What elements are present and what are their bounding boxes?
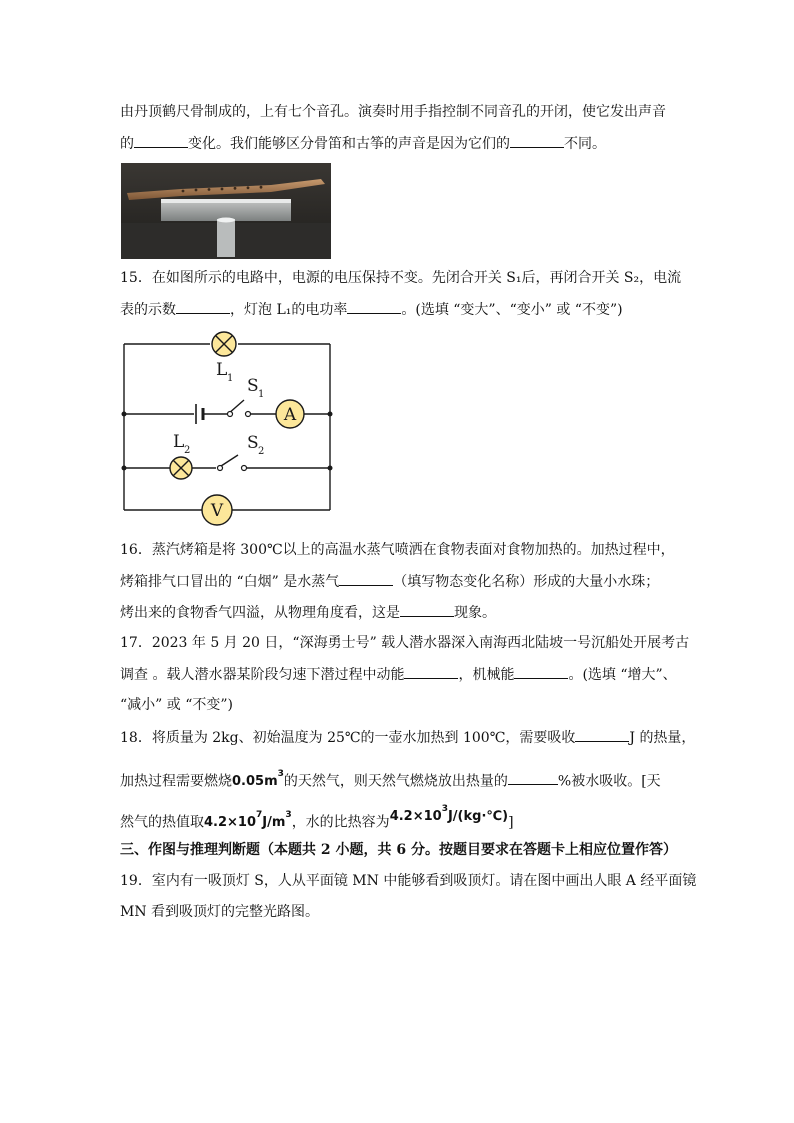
q14-blank-1 [134, 133, 188, 148]
q18-formula-heat-value: $4.2\times 10^7J/m^3$ [204, 810, 292, 831]
q15-line2-b: ，灯泡 L₁的电功率 [230, 302, 348, 318]
q15-line2-c: 。(选填 “变大”、“变小” 或 “不变”) [401, 302, 623, 318]
label-s1-sub: 1 [258, 389, 265, 400]
q19-line2: MN 看到吸顶灯的完整光路图。 [120, 904, 320, 920]
q15-line2-a: 表的示数 [120, 302, 176, 318]
circuit-diagram [116, 330, 336, 530]
q16-line2 [120, 571, 659, 592]
q14-line2 [120, 133, 606, 154]
q14-line1: 由丹顶鹤尺骨制成的，上有七个音孔。演奏时用手指控制不同音孔的开闭，使它发出声音 [120, 104, 666, 120]
label-l1-sub: 1 [227, 373, 234, 384]
bone-flute-photo [121, 163, 331, 259]
label-s2-sub: 2 [258, 446, 265, 457]
q18-line2-c: %被水吸收。[天 [557, 773, 661, 790]
q18-line1 [120, 727, 695, 748]
q17-line1: 17．2023 年 5 月 20 日，“深海勇士号” 载人潜水器深入南海西北陆坡一号沉船处开展考古 [120, 635, 690, 651]
q14-line2-b: 变化。我们能够区分骨笛和古筝的声音是因为它们的 [188, 136, 510, 152]
q18-formula-volume: $0.05m^3$ [232, 769, 284, 790]
q18-line3-b: ，水的比热容为 [291, 814, 390, 831]
label-s2: S [247, 433, 259, 453]
q18-line3-c: ] [508, 814, 514, 831]
q18-line1-b: J 的热量， [629, 730, 696, 746]
section-3-heading: 三、作图与推理判断题（本题共 2 小题，共 6 分。按题目要求在答题卡上相应位置作答） [120, 842, 677, 858]
q18-blank-2 [508, 770, 558, 785]
q15-blank-2 [347, 299, 401, 314]
q18-line1-a: 18．将质量为 2kg、初始温度为 25℃的一壶水加热到 100℃，需要吸收 [120, 730, 576, 746]
label-s1: S [247, 376, 259, 396]
q16-blank-2 [400, 602, 454, 617]
q16-line3-a: 烤出来的食物香气四溢，从物理角度看，这是 [120, 605, 400, 621]
q17-line3: “减小” 或 “不变”) [120, 697, 233, 713]
q18-formula-specific-heat: $4.2\times 10^3J/(kg\cdot℃)$ [389, 804, 509, 825]
q14-line2-c: 不同。 [564, 136, 606, 152]
q18-line2-a: 加热过程需要燃烧 [120, 773, 232, 790]
q18-line2-b: 的天然气，则天然气燃烧放出热量的 [283, 773, 508, 790]
q17-line2-a: 调查 。载人潜水器某阶段匀速下潜过程中动能 [120, 667, 405, 683]
q17-blank-1 [404, 664, 458, 679]
voltmeter-label: V [210, 501, 224, 521]
q15-blank-1 [176, 299, 230, 314]
q16-line3 [120, 602, 496, 623]
q14-blank-2 [510, 133, 564, 148]
q18-blank-1 [575, 727, 629, 742]
label-l2-sub: 2 [184, 445, 191, 456]
lamp-l1-icon [212, 332, 236, 356]
q16-line2-b: （填写物态变化名称）形成的大量小水珠； [393, 574, 660, 590]
q16-blank-1 [339, 571, 393, 586]
q19-line1: 19．室内有一吸顶灯 S，人从平面镜 MN 中能够看到吸顶灯。请在图中画出人眼 A 经平面镜 [120, 873, 697, 889]
lamp-l2-icon [170, 457, 192, 479]
label-l1: L [216, 360, 228, 380]
ammeter-label: A [283, 405, 297, 425]
q16-line3-b: 现象。 [454, 605, 496, 621]
label-l2: L [173, 432, 185, 452]
q17-line2-b: ，机械能 [458, 667, 515, 683]
q18-line3-a: 然气的热值取 [120, 814, 204, 831]
q16-line1: 16．蒸汽烤箱是将 300℃以上的高温水蒸气喷洒在食物表面对食物加热的。加热过程中， [120, 542, 675, 558]
q17-line2 [120, 664, 677, 685]
q15-line2 [120, 299, 623, 320]
ammeter-icon [276, 400, 304, 428]
q14-line2-a: 的 [120, 136, 134, 152]
q18-line2 [120, 768, 661, 792]
q18-line3 [120, 804, 514, 833]
voltmeter-icon [202, 495, 232, 525]
q17-blank-2 [514, 664, 568, 679]
q17-line2-c: 。(选填 “增大”、 [568, 667, 677, 683]
q16-line2-a: 烤箱排气口冒出的 “白烟” 是水蒸气 [120, 574, 340, 590]
q15-line1: 15．在如图所示的电路中，电源的电压保持不变。先闭合开关 S₁后，再闭合开关 S₂，电流 [120, 270, 682, 286]
